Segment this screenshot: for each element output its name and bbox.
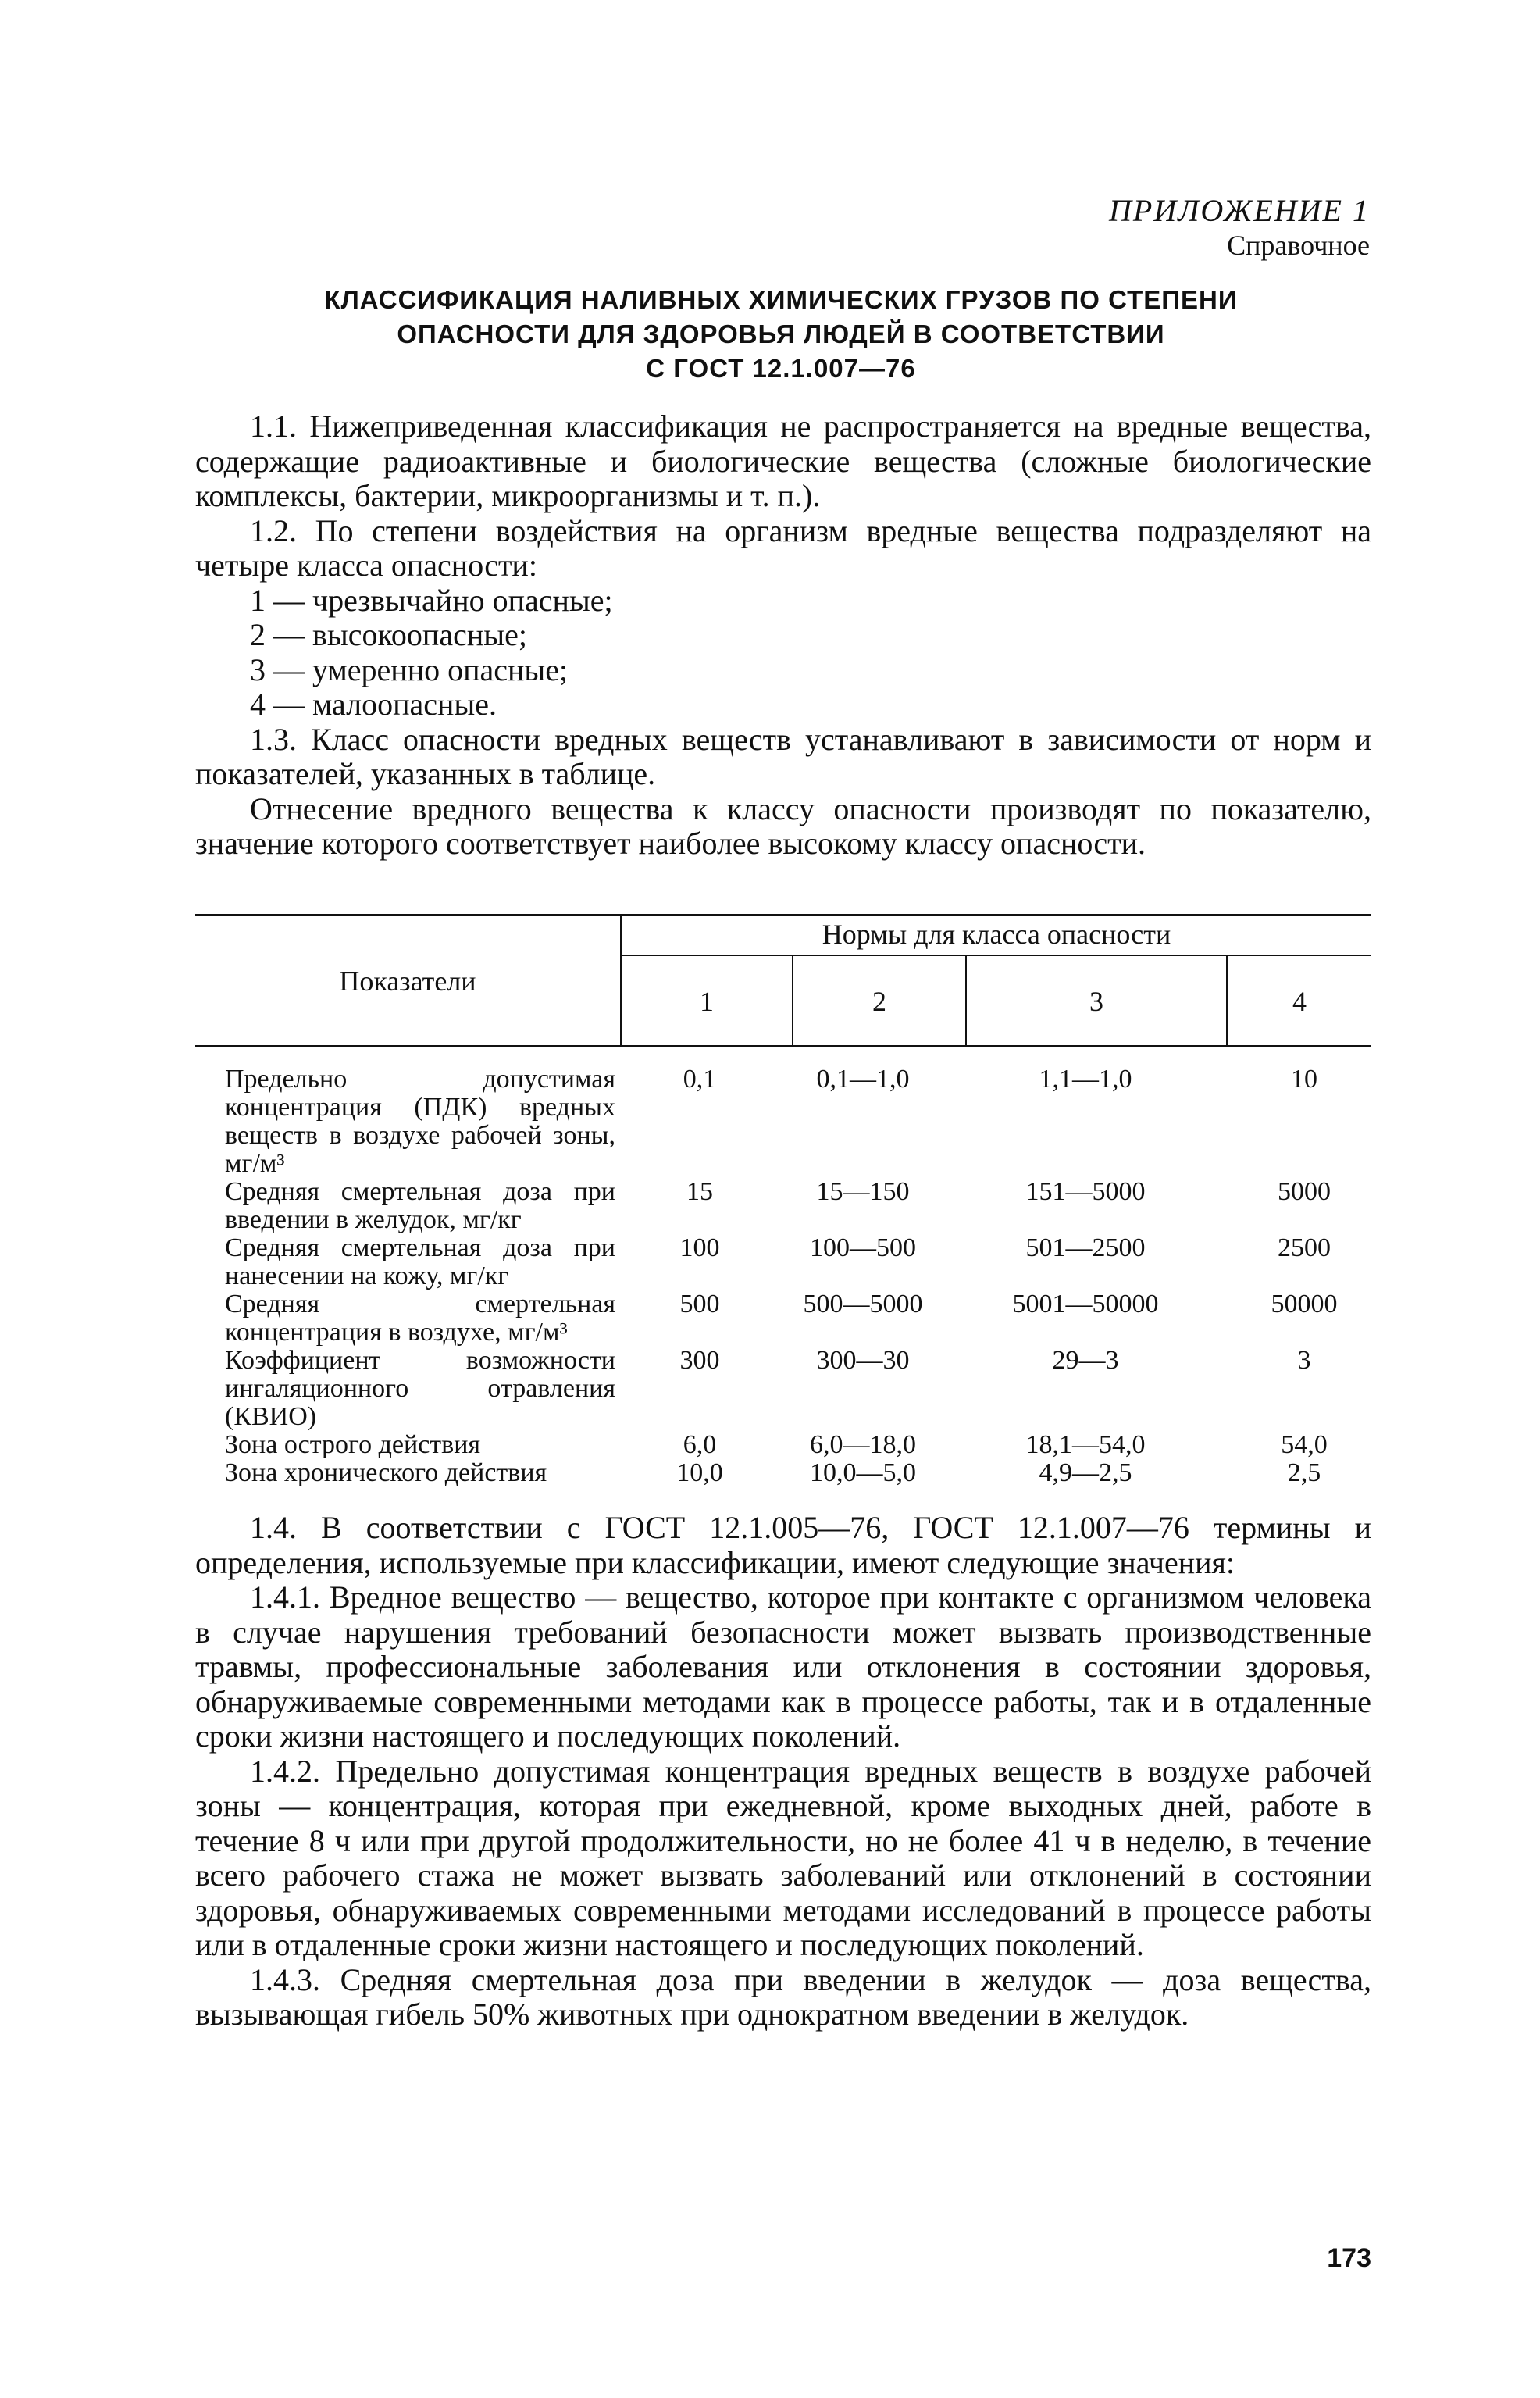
table-row-label: Коэффициент возможности ингаляционного отравления (КВИО) (225, 1346, 615, 1431)
table-cell: 151—5000 (1025, 1177, 1146, 1206)
table-cell: 50000 (1271, 1290, 1338, 1319)
table-cell: 500 (679, 1290, 720, 1319)
class-list-item: 2 — высокоопасные; (250, 617, 527, 652)
table-row-label: Предельно допустимая концентрация (ПДК) вредных веществ в воздухе рабочей зоны, мг/м³ (225, 1065, 615, 1178)
table-row-label: Средняя смертельная доза при введении в желудок, мг/кг (225, 1177, 615, 1234)
table-cell: 5000 (1278, 1177, 1331, 1206)
title-line: ОПАСНОСТИ ДЛЯ ЗДОРОВЬЯ ЛЮДЕЙ В СООТВЕТСТВИИ (397, 319, 1165, 348)
table-cell: 2,5 (1287, 1458, 1321, 1487)
indicator-header: Показатели (339, 965, 476, 997)
table-cell: 300 (679, 1346, 720, 1375)
document-title (195, 283, 1367, 386)
table-row-label: Средняя смертельная доза при нанесении на кожу, мг/кг (225, 1233, 615, 1290)
class-header: 2 (872, 986, 886, 1017)
class-list-item: 3 — умеренно опасные; (250, 651, 569, 687)
class-header: 3 (1089, 986, 1103, 1017)
table-cell: 29—3 (1052, 1346, 1119, 1375)
table-row-label: Зона хронического действия (225, 1458, 547, 1487)
paragraph-1-4-3: 1.4.3. Средняя смертельная доза при введении в желудок — доза вещества, вызывающая гибель 50% животных при однократном введении в желудок. (195, 1961, 1371, 2032)
intro-section (195, 409, 1371, 862)
table-cell: 2500 (1278, 1233, 1331, 1262)
table-cell: 4,9—2,5 (1039, 1458, 1132, 1487)
table-cell: 1,1—1,0 (1039, 1065, 1132, 1094)
table-cell: 300—30 (816, 1346, 910, 1375)
page-number: 173 (1327, 2243, 1371, 2273)
appendix-title: ПРИЛОЖЕНИЕ 1 (1109, 193, 1370, 228)
class-list-item: 1 — чрезвычайно опасные; (250, 582, 613, 618)
table-cell: 500—5000 (803, 1290, 923, 1319)
table-cell: 6,0—18,0 (810, 1430, 916, 1459)
class-header: 1 (700, 986, 714, 1017)
table-header-divider (620, 955, 1371, 956)
table-cell: 10 (1291, 1065, 1317, 1094)
class-list-item: 4 — малоопасные. (250, 687, 497, 722)
paragraph-1-4-2: 1.4.2. Предельно допустимая концентрация вредных веществ в воздухе рабочей зоны — концентрация, которая при ежедневной, кроме выходных дней, работе в течение 8 ч или при другой продолжительности, но не более 41 ч в неделю, в течение всего рабочего стажа не может вызвать заболеваний или отклонений в состоянии здоровья, обнаруживаемых современными методами исследований в процессе работы или в отдаленные сроки жизни настоящего и последующих поколений. (195, 1753, 1371, 1962)
table-cell: 3 (1297, 1346, 1311, 1375)
table-cell: 0,1 (683, 1065, 717, 1094)
table-cell: 18,1—54,0 (1025, 1430, 1146, 1459)
title-line: С ГОСТ 12.1.007—76 (646, 354, 916, 383)
table-cell: 5001—50000 (1012, 1290, 1159, 1319)
table-top-rule (195, 914, 1371, 916)
paragraph-1-2: 1.2. По степени воздействия на организм вредные вещества подразделяют на четыре класса опасности: (195, 512, 1371, 583)
table-cell: 15 (686, 1177, 713, 1206)
norms-header: Нормы для класса опасности (822, 919, 1171, 950)
definitions-section (195, 1511, 1371, 2032)
table-row-label: Зона острого действия (225, 1430, 481, 1459)
table-cell: 100—500 (810, 1233, 916, 1262)
table-cell: 0,1—1,0 (816, 1065, 910, 1094)
paragraph-1-1: 1.1. Нижеприведенная классификация не распространяется на вредные вещества, содержащие радиоактивные и биологические вещества (сложные биологические комплексы, бактерии, микроорганизмы и т. п.). (195, 409, 1371, 513)
table-header-bottom-rule (195, 1045, 1371, 1047)
table-cell: 10,0 (676, 1458, 723, 1487)
hazard-class-table (195, 914, 1371, 1497)
title-line: КЛАССИФИКАЦИЯ НАЛИВНЫХ ХИМИЧЕСКИХ ГРУЗОВ ПО СТЕПЕНИ (324, 285, 1238, 314)
paragraph-1-4: 1.4. В соответствии с ГОСТ 12.1.005—76, ГОСТ 12.1.007—76 термины и определения, используемые при классификации, имеют следующие значения: (195, 1510, 1371, 1580)
table-row-label: Средняя смертельная концентрация в воздухе, мг/м³ (225, 1290, 615, 1347)
class-header: 4 (1292, 986, 1307, 1017)
appendix-subtitle: Справочное (1227, 230, 1370, 261)
paragraph-attribution: Отнесение вредного вещества к классу опасности производят по показателю, значение которого соответствует наиболее высокому классу опасности. (195, 790, 1371, 861)
table-cell: 10,0—5,0 (810, 1458, 916, 1487)
table-cell: 54,0 (1281, 1430, 1328, 1459)
paragraph-1-4-1: 1.4.1. Вредное вещество — вещество, которое при контакте с организмом человека в случае нарушения требований безопасности может вызвать производственные травмы, профессиональные заболевания или отклонения в состоянии здоровья, обнаруживаемые современными методами как в процессе работы, так и в отдаленные сроки жизни настоящего и последующих поколений. (195, 1579, 1371, 1754)
table-cell: 100 (679, 1233, 720, 1262)
table-cell: 15—150 (816, 1177, 910, 1206)
paragraph-1-3: 1.3. Класс опасности вредных веществ устанавливают в зависимости от норм и показателей, указанных в таблице. (195, 721, 1371, 791)
table-cell: 6,0 (683, 1430, 717, 1459)
table-cell: 501—2500 (1025, 1233, 1146, 1262)
appendix-header (1109, 194, 1370, 262)
